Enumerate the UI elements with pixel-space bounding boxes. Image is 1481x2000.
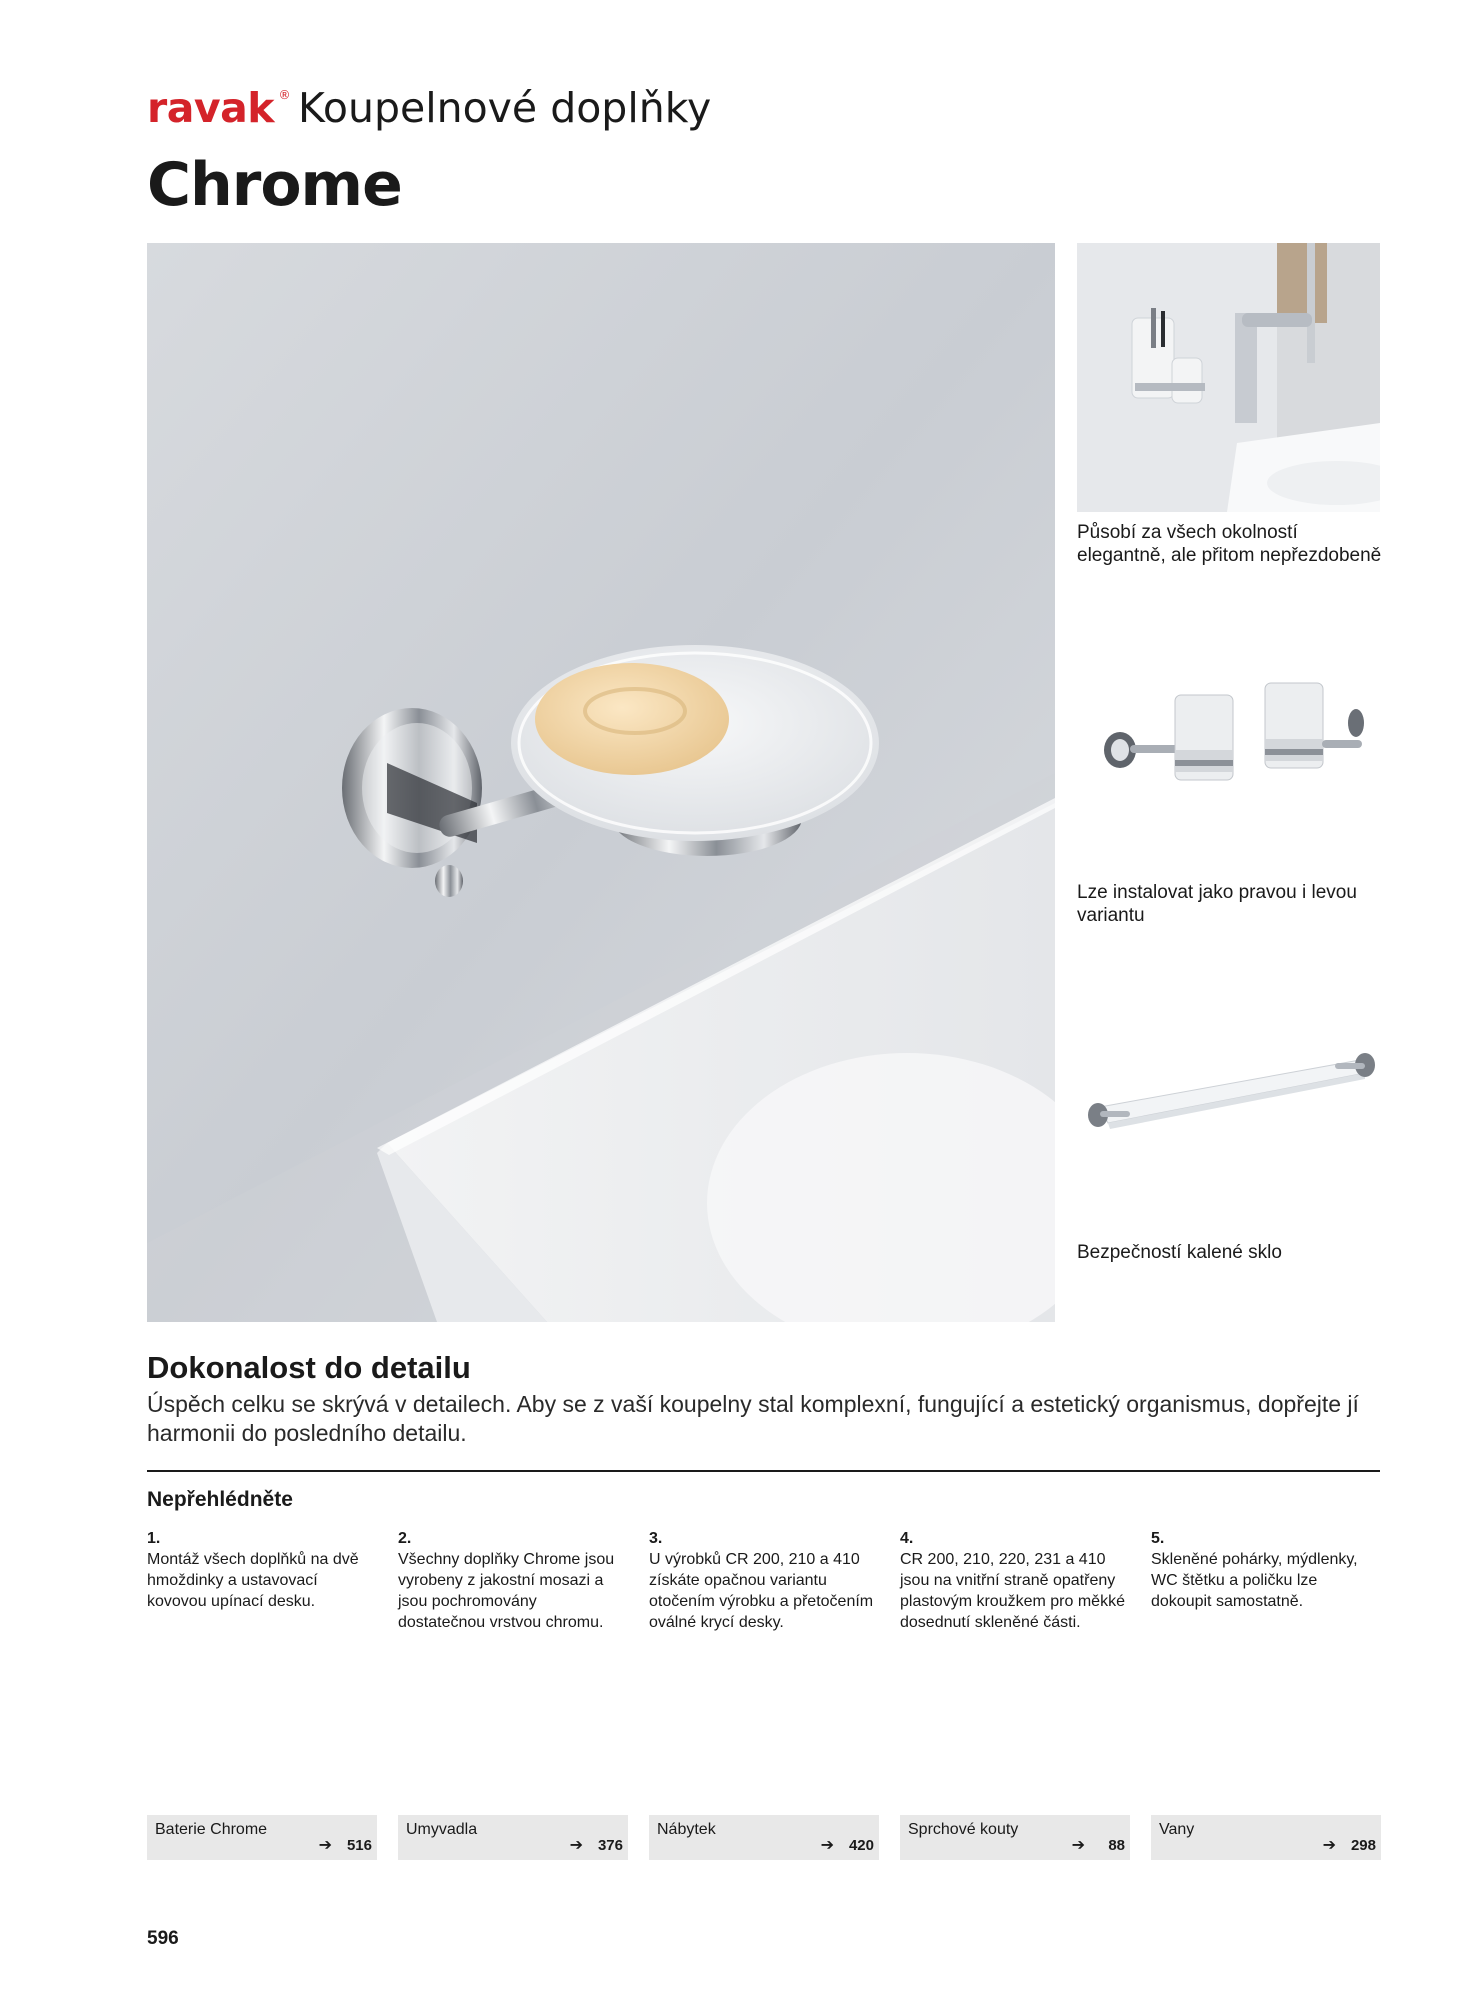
note-text: U výrobků CR 200, 210 a 410 získáte opačnou variantu otočením výrobku a přetočením oválné krycí desky.	[649, 1551, 874, 1631]
brand-name: ravak	[147, 84, 275, 132]
link-vany[interactable]	[1151, 1815, 1381, 1860]
link-page-number: 298	[1350, 1837, 1376, 1854]
soap-dish-illustration	[147, 243, 1055, 1322]
caption-tempered-glass: Bezpečností kalené sklo	[1077, 1242, 1282, 1263]
note-item	[1151, 1528, 1381, 1633]
note-number: 2.	[398, 1530, 412, 1547]
link-label: Umyvadla	[406, 1821, 478, 1838]
note-item	[649, 1528, 879, 1633]
link-label: Baterie Chrome	[155, 1821, 268, 1838]
arrow-right-icon: ➔	[569, 1837, 583, 1854]
arrow-right-icon: ➔	[820, 1837, 834, 1854]
note-text: Montáž všech doplňků na dvě hmoždinky a ustavovací kovovou upínací desku.	[147, 1551, 359, 1610]
caption-left-right: Lze instalovat jako pravou i levou variantu	[1077, 882, 1357, 926]
arrow-right-icon: ➔	[1071, 1837, 1085, 1854]
note-text: Všechny doplňky Chrome jsou vyrobeny z jakostní mosazi a jsou pochromovány dostatečnou vrstvou chromu.	[398, 1551, 615, 1631]
side-photo-tumbler-holder	[1077, 243, 1380, 512]
page-number: 596	[147, 1928, 179, 1949]
arrow-right-icon: ➔	[1322, 1837, 1336, 1854]
note-item	[900, 1528, 1130, 1633]
link-nabytek[interactable]	[649, 1815, 879, 1860]
link-umyvadla[interactable]	[398, 1815, 628, 1860]
tumbler-holder-illustration	[1077, 243, 1380, 512]
cross-reference-links	[147, 1815, 1381, 1860]
product-glass-shelf	[1080, 1045, 1380, 1145]
arrow-right-icon: ➔	[318, 1837, 332, 1854]
glass-shelf-illustration	[1080, 1045, 1380, 1145]
link-baterie-chrome[interactable]	[147, 1815, 377, 1860]
hero-photo-soap-dish	[147, 243, 1055, 1322]
product-double-tumbler-holder	[1090, 665, 1370, 805]
link-label: Sprchové kouty	[908, 1821, 1019, 1838]
detail-text: Úspěch celku se skrývá v detailech. Aby se z vaší koupelny stal komplexní, fungující a estetický organismus, dopřejte jí harmonii do posledního detailu.	[147, 1391, 1359, 1446]
section-title: Koupelnové doplňky	[298, 84, 712, 132]
note-number: 4.	[900, 1530, 914, 1547]
page-title: Chrome	[147, 150, 402, 220]
detail-heading: Dokonalost do detailu	[147, 1350, 471, 1385]
page-header	[147, 84, 711, 132]
note-item	[147, 1528, 377, 1633]
link-page-number: 88	[1108, 1837, 1125, 1854]
section-divider	[147, 1470, 1380, 1472]
link-page-number: 516	[346, 1837, 372, 1854]
note-number: 5.	[1151, 1530, 1165, 1547]
note-number: 1.	[147, 1530, 161, 1547]
registered-mark: ®	[278, 88, 291, 102]
caption-elegant: Působí za všech okolností elegantně, ale přitom nepřezdobeně	[1077, 522, 1382, 566]
note-number: 3.	[649, 1530, 663, 1547]
notes-heading: Nepřehlédněte	[147, 1488, 293, 1511]
notes-list	[147, 1528, 1387, 1633]
link-page-number: 376	[597, 1837, 623, 1854]
double-tumbler-illustration	[1090, 665, 1370, 805]
brand-logo	[147, 84, 291, 132]
link-label: Nábytek	[657, 1821, 716, 1838]
link-label: Vany	[1159, 1821, 1195, 1838]
link-page-number: 420	[848, 1837, 874, 1854]
note-text: Skleněné pohárky, mýdlenky, WC štětku a poličku lze dokoupit samostatně.	[1151, 1551, 1358, 1610]
note-text: CR 200, 210, 220, 231 a 410 jsou na vnitřní straně opatřeny plastovým kroužkem pro měkké dosednutí skleněné části.	[900, 1551, 1125, 1631]
link-sprchove-kouty[interactable]	[900, 1815, 1130, 1860]
note-item	[398, 1528, 628, 1633]
